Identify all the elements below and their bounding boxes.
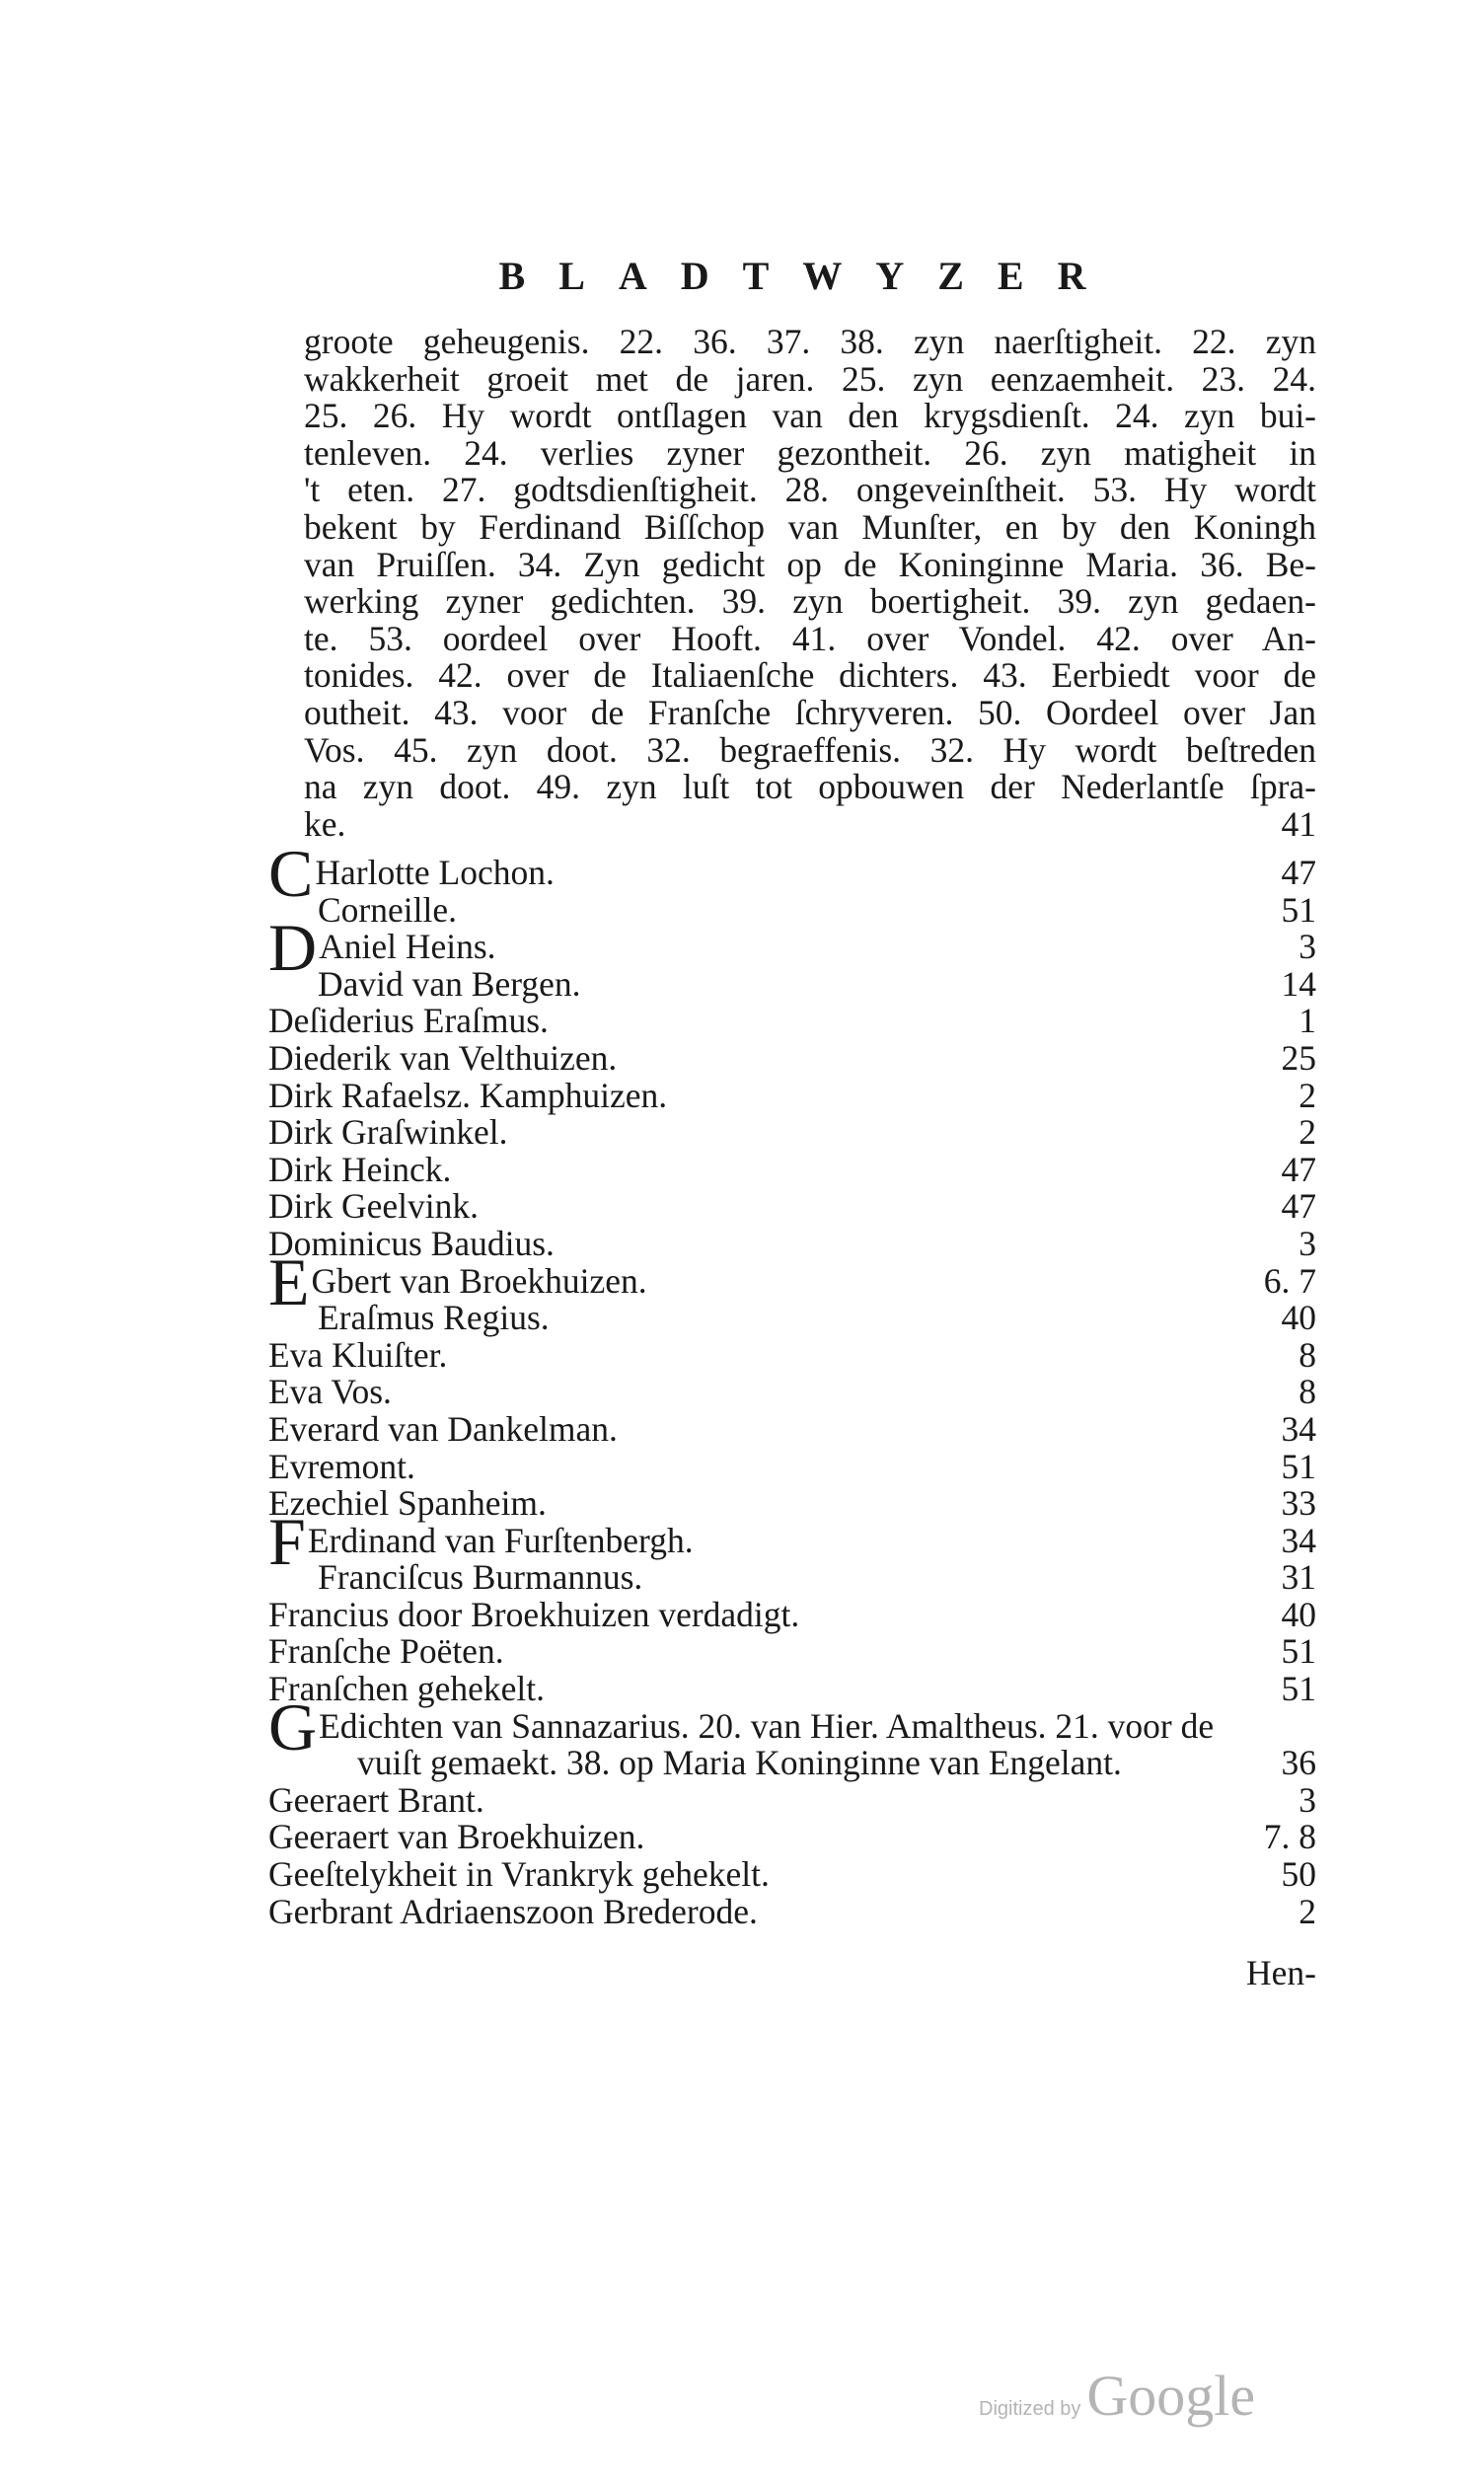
entry-name: CHarlotte Lochon. — [268, 836, 555, 911]
index-entry — [268, 1446, 1316, 1486]
entry-page: 7. 8 — [1263, 1817, 1316, 1857]
entry-page: 2 — [1298, 1891, 1316, 1931]
entry-page: 47 — [1281, 853, 1316, 892]
entry-page: 3 — [1298, 927, 1316, 967]
entry-name: GEdichten van Sannazarius. 20. van Hier. Amaltheus. 21. voor de — [268, 1689, 1215, 1764]
entry-page: 8 — [1298, 1372, 1316, 1412]
entry-page: 25 — [1281, 1037, 1316, 1078]
intro-line: werking zyner gedichten. 39. zyn boertigheit. 39. zyn gedaen- — [304, 581, 1316, 622]
entry-name: Eva Vos. — [268, 1372, 392, 1412]
entry-page: 6. 7 — [1263, 1260, 1316, 1301]
entry-page: 51 — [1281, 1631, 1316, 1672]
google-logo: Google — [1086, 2364, 1256, 2428]
index-entry — [268, 1075, 1316, 1115]
index-entry — [268, 1114, 1316, 1152]
entry-page: 34 — [1281, 1520, 1316, 1560]
index-entry — [268, 1334, 1316, 1375]
index-entry — [268, 963, 1316, 1004]
intro-tail-text: ke. — [304, 803, 346, 844]
entry-name-continued: vuiſt gemaekt. 38. op Maria Koninginne van Engelant. — [357, 1743, 1122, 1783]
intro-line: na zyn doot. 49. zyn luſt tot opbouwen der Nederlantſe ſpra- — [304, 767, 1316, 807]
intro-line: 25. 26. Hy wordt ontſlagen van den krygsdienſt. 24. zyn bui- — [304, 396, 1316, 436]
intro-line: groote geheugenis. 22. 36. 37. 38. zyn naerſtigheit. 22. zyn — [304, 322, 1316, 361]
intro-paragraph — [304, 324, 1316, 843]
intro-line: bekent by Ferdinand Biſſchop van Munſter, en by den Koningh — [304, 506, 1316, 547]
entry-page: 50 — [1281, 1854, 1316, 1895]
index-entry — [268, 1633, 1316, 1671]
entry-page: 51 — [1281, 1669, 1316, 1709]
index-entry — [268, 1559, 1316, 1597]
index-entry — [268, 1594, 1316, 1634]
entry-name: Franciſcus Burmannus. — [318, 1557, 643, 1598]
entry-name: Evremont. — [268, 1446, 415, 1486]
gedichten-line — [268, 1745, 1316, 1782]
entry-name: Deſiderius Eraſmus. — [268, 1001, 549, 1041]
index-entry — [268, 1671, 1316, 1708]
entry-name: Dirk Heinck. — [268, 1149, 452, 1189]
entry-name: Geeraert van Broekhuizen. — [268, 1817, 645, 1857]
entry-name: Dominicus Baudius. — [268, 1223, 555, 1263]
index-entry — [268, 1003, 1316, 1040]
entry-page: 47 — [1281, 1186, 1316, 1227]
entry-name: Dirk Geelvink. — [268, 1186, 479, 1227]
intro-line: te. 53. oordeel over Hooft. 41. over Vondel. 42. over An- — [304, 618, 1316, 658]
entry-name: DAniel Heins. — [268, 910, 496, 986]
entry-page: 8 — [1298, 1334, 1316, 1375]
entry-name: EGbert van Broekhuizen. — [268, 1243, 647, 1319]
intro-line: wakkerheit groeit met de jaren. 25. zyn eenzaemheit. 23. 24. — [304, 358, 1316, 399]
entry-name: Diederik van Velthuizen. — [268, 1037, 618, 1078]
entry-name: Dirk Rafaelsz. Kamphuizen. — [268, 1075, 668, 1115]
entry-page: 1 — [1298, 1001, 1316, 1041]
entry-name: Geeraert Brant. — [268, 1779, 484, 1820]
entry-page: 40 — [1281, 1594, 1316, 1634]
intro-line: 't eten. 27. godtsdienſtigheit. 28. ongeveinſtheit. 53. Hy wordt — [304, 470, 1316, 510]
entry-page: 40 — [1281, 1298, 1316, 1338]
digitized-by-label: Digitized by — [979, 2398, 1081, 2420]
entry-page: 33 — [1281, 1483, 1316, 1524]
entry-name: Ezechiel Spanheim. — [268, 1483, 547, 1524]
entry-name: Dirk Graſwinkel. — [268, 1112, 508, 1153]
intro-line: tenleven. 24. verlies zyner gezontheit. 26. zyn matigheit in — [304, 432, 1316, 473]
index-list — [268, 836, 1316, 1931]
entry-name: Corneille. — [318, 889, 457, 930]
entry-name: Eraſmus Regius. — [318, 1298, 550, 1338]
index-entry — [268, 1300, 1316, 1337]
index-entry — [268, 1891, 1316, 1931]
index-entry — [268, 1037, 1316, 1078]
entry-name: Gerbrant Adriaenszoon Brederode. — [268, 1891, 758, 1931]
entry-name: Franſchen gehekelt. — [268, 1669, 545, 1709]
index-entry — [268, 1188, 1316, 1226]
entry-page: 14 — [1281, 963, 1316, 1004]
index-entry — [268, 889, 1316, 930]
entry-name: FErdinand van Furſtenbergh. — [268, 1503, 694, 1579]
entry-page: 2 — [1298, 1112, 1316, 1153]
entry-page: 3 — [1298, 1223, 1316, 1263]
entry-page: 51 — [1281, 1446, 1316, 1486]
intro-tail-page: 41 — [1281, 803, 1316, 844]
entry-page: 2 — [1298, 1075, 1316, 1115]
running-header: BLADTWYZER — [498, 254, 1120, 298]
intro-line: Vos. 45. zyn doot. 32. begraeffenis. 32. Hy wordt beſtreden — [304, 729, 1316, 770]
entry-name: Geeſtelykheit in Vrankryk gehekelt. — [268, 1854, 770, 1895]
catchword: Hen- — [1246, 1953, 1316, 1992]
index-entry — [268, 1485, 1316, 1523]
entry-page: 31 — [1281, 1557, 1316, 1598]
entry-page: 47 — [1281, 1149, 1316, 1189]
index-entry — [268, 1149, 1316, 1189]
entry-page: 51 — [1281, 889, 1316, 930]
entry-page: 3 — [1298, 1779, 1316, 1820]
intro-tail — [304, 803, 1316, 844]
entry-name: David van Bergen. — [318, 963, 581, 1004]
index-entry — [268, 1856, 1316, 1894]
entry-page: 34 — [1281, 1408, 1316, 1449]
entry-name: Francius door Broekhuizen verdadigt. — [268, 1594, 800, 1634]
index-entry — [268, 1223, 1316, 1263]
entry-page: 36 — [1281, 1743, 1316, 1783]
entry-name: Eva Kluiſter. — [268, 1334, 448, 1375]
entry-name: Everard van Dankelman. — [268, 1408, 618, 1449]
digitized-by-watermark — [979, 2363, 1255, 2429]
intro-line: van Pruiſſen. 34. Zyn gedicht op de Koninginne Maria. 36. Be- — [304, 544, 1316, 584]
index-entry — [268, 1779, 1316, 1820]
intro-line: outheit. 43. voor de Franſche ſchryveren. 50. Oordeel over Jan — [304, 692, 1316, 732]
index-entry — [268, 1374, 1316, 1411]
index-entry — [268, 1408, 1316, 1449]
intro-line: tonides. 42. over de Italiaenſche dichters. 43. Eerbiedt voor de — [304, 655, 1316, 696]
entry-name: Franſche Poëten. — [268, 1631, 504, 1672]
index-entry — [268, 1819, 1316, 1856]
